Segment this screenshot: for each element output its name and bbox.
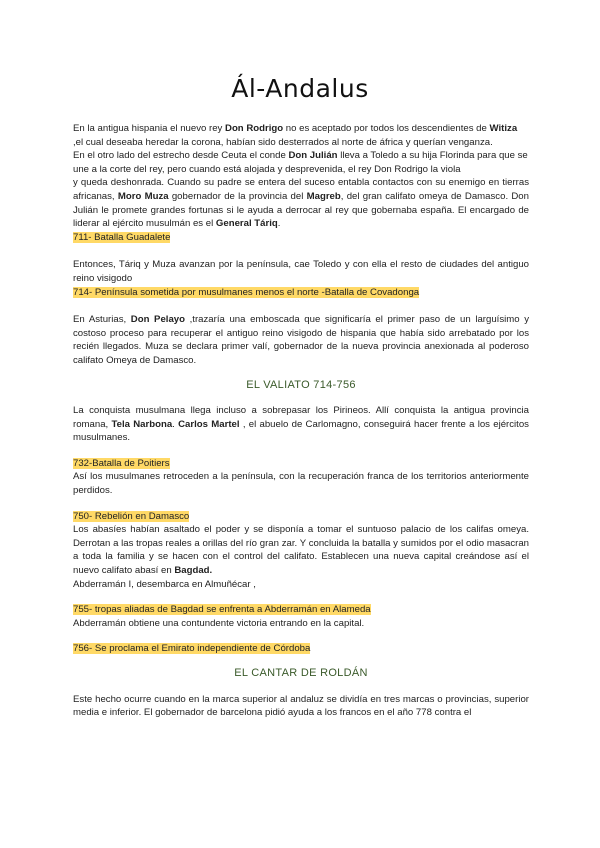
bold-name: Magreb	[306, 190, 341, 202]
text: no es aceptado por todos los descendientes de	[283, 123, 490, 134]
section-heading-roldan: EL CANTAR DE ROLDÁN	[234, 667, 368, 679]
paragraph-roldan: Este hecho ocurre cuando en la marca superior al andaluz se dividía en tres marcas o provincias, superior media e inferior. El gobernador de barcelona pidió ayuda a los francos en el año 778 contra el	[73, 693, 529, 719]
text: , del gran califato omeya de Damasco. Don Julián le promete grandes fortunas si le ayuda a derrocar al rey que gobernaba españa. El encargado de liderar al ejército musulmán es el	[73, 190, 529, 230]
text: .	[172, 418, 179, 430]
text: ,trazaría una emboscada que significaría el primer paso de un larguísimo y costoso proceso para recuperar el antiguo reino visigodo de hispania que había sido arrebatado por los recién llegados. Muza se declara primer valí, gobernador de la nueva provincia anexionada al poderoso califato Omeya de Damasco.	[73, 314, 530, 366]
text: y queda deshonrada. Cuando su padre se entera del suceso entabla contactos con su enemigo en tierras africanas,	[73, 177, 529, 202]
bold-name: General Táriq	[215, 218, 278, 230]
text: ,el cual deseaba heredar la corona, habían sido desterrados al norte de áfrica y querían venganza.	[73, 136, 493, 148]
text: gobernador de la provincia del	[168, 190, 307, 202]
section-heading-valiato: EL VALIATO 714-756	[246, 378, 356, 391]
text: La conquista musulmana llega incluso a sobrepasar los Pirineos. Allí conquista la antigua provincia romana,	[73, 405, 529, 430]
text: En Asturias,	[73, 314, 131, 326]
paragraph-victoria: Abderramán obtiene una contundente victoria entrando en la capital.	[73, 617, 365, 629]
paragraph-pirineos	[73, 404, 529, 445]
page-title: Ál-Andalus	[231, 74, 369, 103]
text: En el otro lado del estrecho desde Ceuta el conde	[73, 150, 289, 162]
bold-name: Moro Muza	[117, 190, 169, 202]
highlight-711: 711- Batalla Guadalete	[73, 231, 171, 243]
bold-name: Don Rodrigo	[225, 123, 284, 134]
highlight-732: 732-Batalla de Poitiers	[73, 457, 170, 469]
text: , el abuelo de Carlomagno, conseguirá hacer frente a los ejércitos musulmanes.	[73, 418, 529, 444]
paragraph-intro-cont	[73, 176, 529, 230]
highlight-755: 755- tropas aliadas de Bagdad se enfrenta a Abderramán en Alameda	[73, 604, 371, 616]
highlight-750: 750- Rebelión en Damasco	[73, 510, 190, 522]
text: Los abasíes habían asaltado el poder y se disponía a tomar el suntuoso palacio de los califas omeya. Derrotan a las tropas reales a orillas del río gran zar. Y concluida la batalla y sumidos por el odio masacran a toda la familia y se hacen con el control del califato. Establecen una nueva capital creándose así el nuevo califato abasí en	[73, 524, 529, 577]
paragraph-advance: Entonces, Táriq y Muza avanzan por la península, cae Toledo y con ella el resto de ciudades del antiguo reino visigodo	[73, 259, 529, 284]
document-body	[73, 122, 529, 720]
paragraph-retroceden: Así los musulmanes retroceden a la península, con la recuperación franca de los territorios anteriormente perdidos.	[73, 471, 529, 497]
bold-name: Don Pelayo	[130, 314, 185, 326]
text: .	[277, 218, 281, 230]
bold-name: Witiza	[489, 123, 518, 134]
bold-name: Carlos Martel	[178, 418, 240, 430]
bold-name: Don Julián	[288, 150, 338, 162]
bold-name: Bagdad.	[174, 565, 213, 577]
bold-name: Tela Narbona	[111, 418, 173, 430]
text: En la antigua hispania el nuevo rey	[73, 123, 226, 134]
paragraph-asturias	[73, 313, 529, 367]
paragraph-abderraman: Abderramán I, desembarca en Almuñécar ,	[73, 578, 256, 590]
paragraph-abasies	[73, 523, 529, 577]
paragraph-intro	[73, 122, 529, 176]
highlight-756: 756- Se proclama el Emirato independiente de Córdoba	[73, 643, 311, 655]
highlight-714: 714- Península sometida por musulmanes menos el norte -Batalla de Covadonga	[73, 286, 420, 298]
text: lleva a Toledo a su hija Florinda para que se une a la corte del rey, pero cuando está alojada y desprevenida, el rey Don Rodrigo la viola	[73, 150, 528, 175]
